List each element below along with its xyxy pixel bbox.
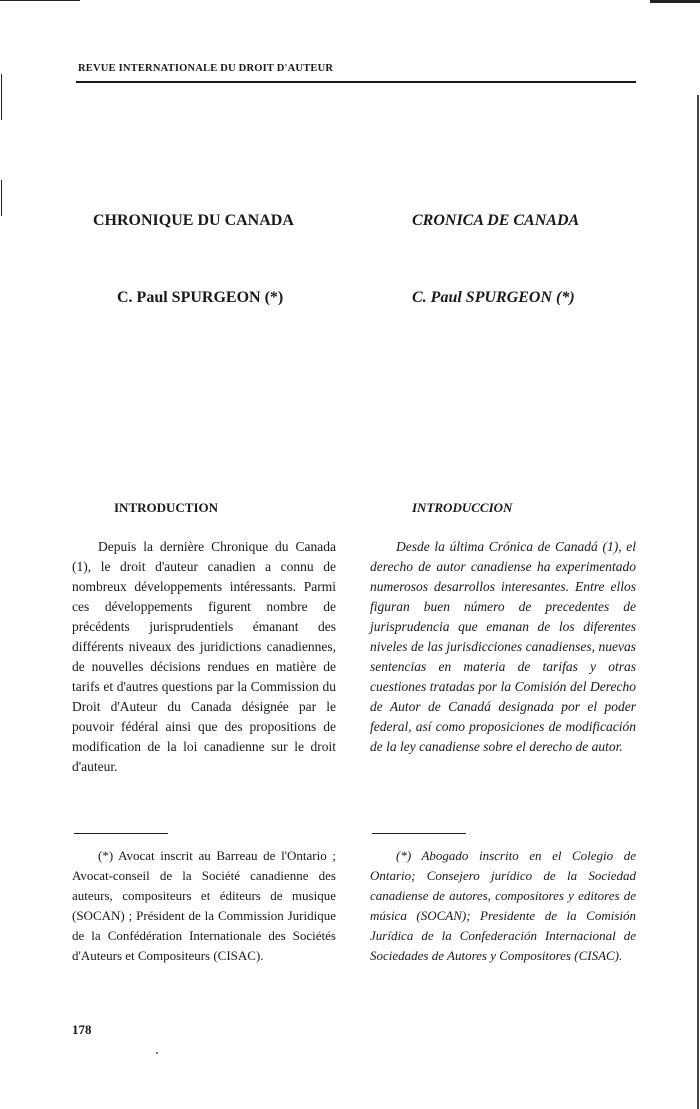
header-rule [76, 81, 636, 83]
scan-edge-top-right [650, 0, 700, 3]
french-footnote-rule [74, 833, 168, 834]
running-head: REVUE INTERNATIONALE DU DROIT D'AUTEUR [78, 63, 334, 74]
scan-edge-left-2 [1, 180, 2, 216]
page-number: 178 [72, 1022, 92, 1037]
spanish-footnote-rule [372, 833, 466, 834]
french-footnote: (*) Avocat inscrit au Barreau de l'Ontario ; Avocat-conseil de la Société canadienne des auteurs, compositeurs et éditeurs de musique (SOCAN) ; Président de la Commission Juridique de la Confédération Internationale des Sociétés d'Auteurs et Compositeurs (CISAC). [72, 848, 336, 963]
scan-speck [156, 1052, 158, 1054]
spanish-footnote: (*) Abogado inscrito en el Colegio de Ontario; Consejero jurídico de la Sociedad canadiense de autores, compositores y editores de música (SOCAN); Presidente de la Comisión Jurídica de la Confederación Internacional de Sociedades de Autores y Compositores (CISAC). [370, 848, 636, 963]
french-section-heading: INTRODUCTION [114, 500, 219, 515]
spanish-section-heading: INTRODUCCION [412, 500, 513, 515]
scan-edge-left-1 [1, 74, 2, 120]
scan-edge-top-left [0, 0, 80, 1]
french-title: CHRONIQUE DU CANADA [93, 212, 294, 229]
spanish-title: CRONICA DE CANADA [412, 212, 580, 229]
french-paragraph: Depuis la dernière Chronique du Canada (1), le droit d'auteur canadien a connu de nombreux développements intéressants. Parmi ces développements figurent nombre de précédents jurisprudentiels émanant des différents niveaux des juridictions canadiennes, de nouvelles décisions rendues en matière de tarifs et d'autres questions par la Commission du Droit d'Auteur du Canada désignée par le pouvoir fédéral ainsi que des propositions de modification de la loi canadienne sur le droit d'auteur. [72, 539, 336, 774]
spanish-paragraph: Desde la última Crónica de Canadá (1), el derecho de autor canadiense ha experimentado numerosos desarrollos interesantes. Entre ellos figuran buen número de precedentes de jurisprudencia que emanan de los diferentes niveles de las jurisdicciones canadienses, nuevas sentencias en materia de tarifas y otras cuestiones tratadas por la Comisión del Derecho de Autor de Canadá designada por el poder federal, así como proposiciones de modificación de la ley canadiense sobre el derecho de autor. [370, 539, 636, 754]
spanish-author: C. Paul SPURGEON (*) [412, 289, 575, 306]
scan-edge-right [697, 95, 699, 1109]
french-author: C. Paul SPURGEON (*) [117, 289, 284, 306]
